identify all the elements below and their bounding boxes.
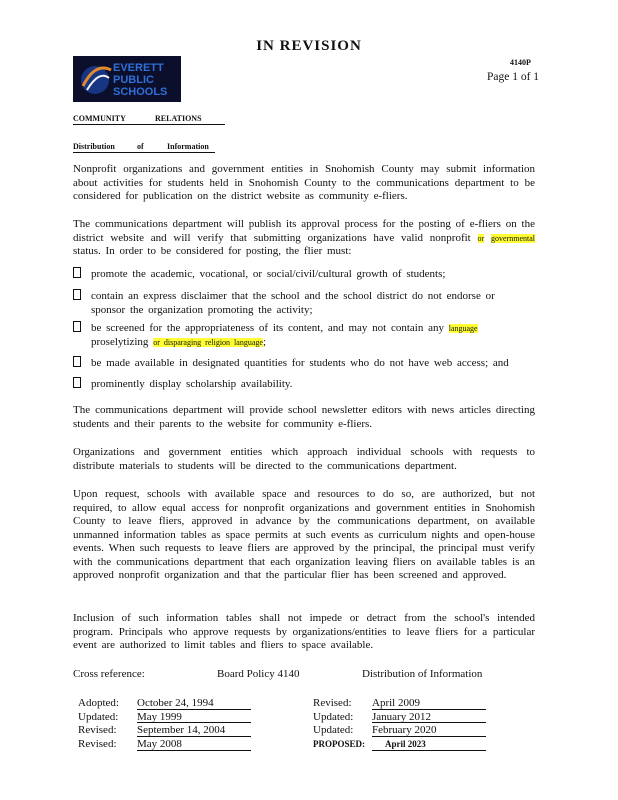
page-number: Page 1 of 1 xyxy=(487,71,540,83)
history-date: February 2020 xyxy=(372,724,437,736)
title-underline xyxy=(73,152,215,153)
title-word-3: Information xyxy=(167,142,209,151)
history-label: Adopted: xyxy=(78,697,119,709)
bullet-text: prominently display scholarship availability. xyxy=(91,378,293,390)
history-underline xyxy=(372,750,486,751)
bullet-box-icon xyxy=(73,321,81,332)
board-policy-link[interactable]: Board Policy 4140 xyxy=(217,668,300,680)
history-label: Revised: xyxy=(78,724,117,736)
bullet-text: be made available in designated quantities for students who do not have web access; and xyxy=(91,357,509,369)
history-underline xyxy=(372,709,486,710)
paragraph-6: Inclusion of such information tables shall not impede or detract from the school's intended program. Principals who approve requests by organizations/entities to leave fliers for a particular event are authorized to limit tables and fliers to space available. xyxy=(73,612,535,651)
category-word-2: RELATIONS xyxy=(155,114,202,123)
history-underline xyxy=(137,722,251,723)
bullet-box-icon xyxy=(73,289,81,300)
svg-text:SCHOOLS: SCHOOLS xyxy=(113,86,168,98)
bullet-text-cont: sponsor the organization promoting the activity; xyxy=(91,303,313,316)
history-date: January 2012 xyxy=(372,711,431,723)
history-underline xyxy=(137,750,251,751)
history-label: Revised: xyxy=(313,697,352,709)
bullet-box-icon xyxy=(73,356,81,367)
bullet-box-icon xyxy=(73,267,81,278)
list-item xyxy=(73,267,535,282)
category-underline xyxy=(73,124,225,125)
history-underline xyxy=(372,722,486,723)
bullet-text: be screened for the appropriateness of its content, and may not contain any xyxy=(91,322,449,334)
bullet-text-part: proselytizing xyxy=(91,335,154,348)
paragraph-4: Organizations and government entities which approach individual schools with requests to distribute materials to students will be directed to the communications department. xyxy=(73,446,535,472)
history-date-proposed: April 2023 xyxy=(385,739,426,749)
list-item xyxy=(73,321,535,349)
title-word-1: Distribution xyxy=(73,142,115,151)
highlight-governmental: governmental xyxy=(491,233,536,243)
history-label-proposed: PROPOSED: xyxy=(313,739,366,749)
svg-text:EVERETT: EVERETT xyxy=(113,62,164,74)
list-item xyxy=(73,377,535,392)
paragraph-3: The communications department will provide school newsletter editors with news articles directing students and their parents to the website for community e-fliers. xyxy=(73,404,535,430)
history-label: Updated: xyxy=(313,724,354,736)
history-label: Updated: xyxy=(313,711,354,723)
paragraph-1: Nonprofit organizations and government entities in Snohomish County may submit information about activities for students held in Snohomish County to the communications department to be considered for publication on the district website as community e-fliers. xyxy=(73,163,535,202)
history-label: Revised: xyxy=(78,738,117,750)
history-date: October 24, 1994 xyxy=(137,697,214,709)
svg-text:PUBLIC: PUBLIC xyxy=(113,74,154,86)
revision-status: IN REVISION xyxy=(256,38,362,54)
bullet-text-part: ; xyxy=(262,335,266,348)
bullet-text-cont xyxy=(73,336,535,350)
category-word-1: COMMUNITY xyxy=(73,114,126,123)
history-date: April 2009 xyxy=(372,697,420,709)
cross-reference-label: Cross reference: xyxy=(73,668,145,680)
highlight-language: language xyxy=(448,324,478,333)
list-item xyxy=(73,356,535,371)
highlight-or: or xyxy=(477,233,485,243)
district-logo xyxy=(73,56,181,102)
history-underline xyxy=(137,709,251,710)
history-underline xyxy=(137,736,251,737)
bullet-text: contain an express disclaimer that the school and the school district do not endorse or xyxy=(91,290,495,302)
history-date: May 1999 xyxy=(137,711,182,723)
bullet-text: promote the academic, vocational, or social/civil/cultural growth of students; xyxy=(91,268,446,280)
paragraph-5: Upon request, schools with available space and resources to do so, are authorized, but not required, to allow equal access for nonprofit organizations and government entities in Snohomish County to leave fliers, approved in advance by the communications department, on available unmanned information tables as space permits at such events as curriculum nights and open-house events. When such requests to leave fliers are approved by the principal, the principal must verify with the communications department that each organization leaving fliers on available tables is an approved nonprofit organization and that the particular flier has been screened and approved. xyxy=(73,488,535,581)
highlight-disparaging: or disparaging religion language xyxy=(153,337,263,347)
paragraph-2 xyxy=(73,218,535,259)
paragraph-2-text-a: The communications department will publish its approval process for the posting of e-fliers on the district website and will verify that submitting organizations have valid nonprofit xyxy=(73,218,535,244)
title-word-2: of xyxy=(137,142,144,151)
cross-reference-title: Distribution of Information xyxy=(362,668,483,680)
policy-code: 4140P xyxy=(510,58,531,67)
history-label: Updated: xyxy=(78,711,119,723)
history-date: September 14, 2004 xyxy=(137,724,226,736)
paragraph-2-text-b: status. In order to be considered for posting, the flier must: xyxy=(73,245,352,257)
history-date: May 2008 xyxy=(137,738,182,750)
list-item xyxy=(73,289,535,317)
bullet-box-icon xyxy=(73,377,81,388)
history-underline xyxy=(372,736,486,737)
